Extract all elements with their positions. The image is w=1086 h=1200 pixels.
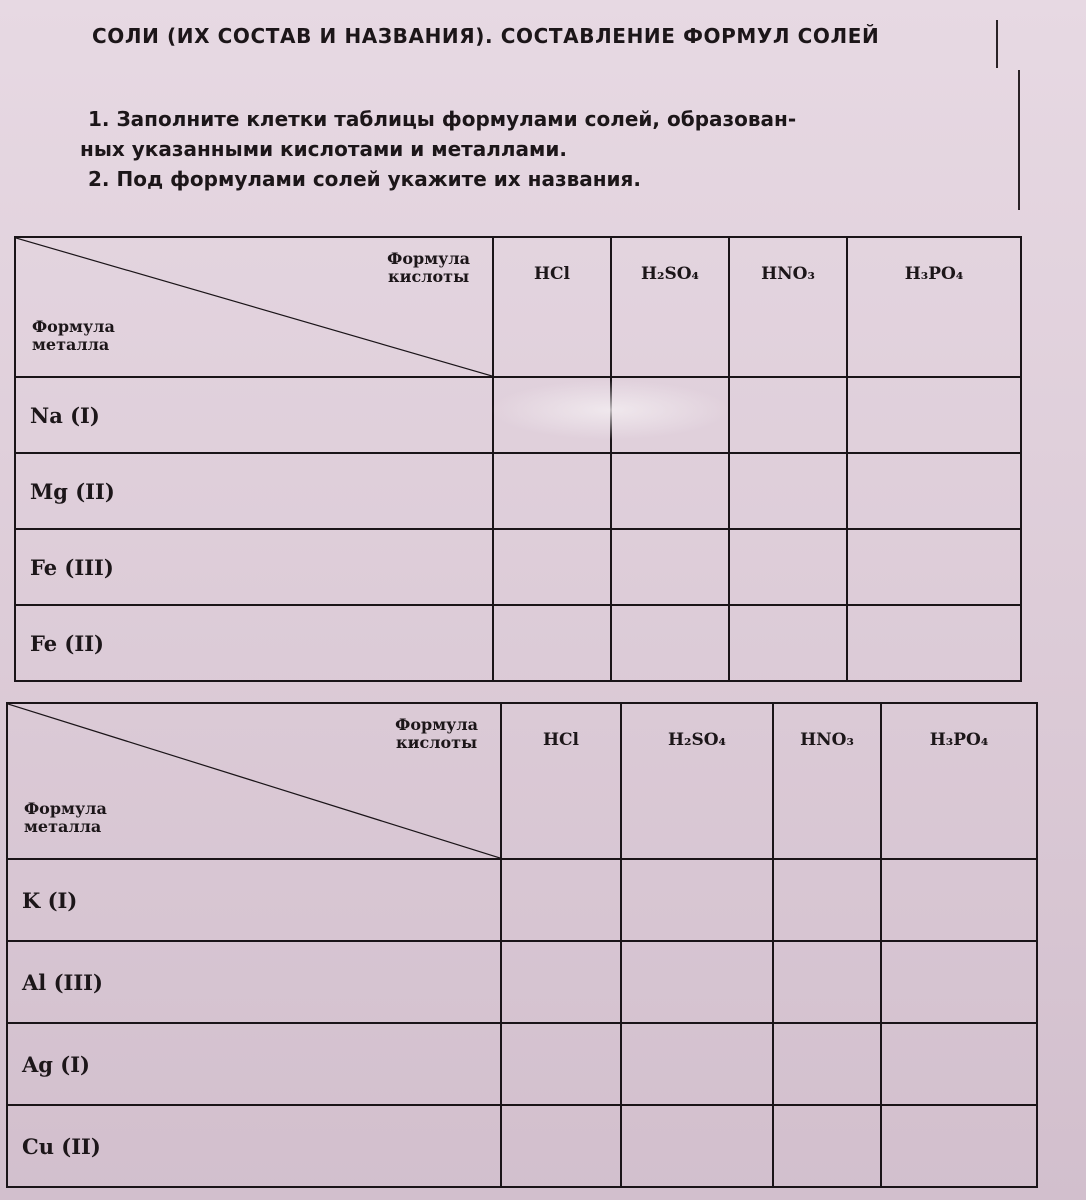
acid-formula-label <box>387 250 470 286</box>
salt-cell[interactable] <box>773 1023 881 1105</box>
instructions <box>80 104 1004 194</box>
salt-cell[interactable] <box>501 859 621 941</box>
salt-cell[interactable] <box>773 859 881 941</box>
acid-label-line-1: Формула <box>395 715 478 734</box>
instruction-1b: ных указанными кислотами и металлами. <box>80 137 568 161</box>
salt-cell[interactable] <box>881 1105 1037 1187</box>
metal-row-label: Na (I) <box>15 377 493 453</box>
acid-label-line-2: кислоты <box>388 267 470 286</box>
acid-label-line-1: Формула <box>387 249 470 268</box>
salt-cell[interactable] <box>611 453 729 529</box>
acid-label-line-2: кислоты <box>396 733 478 752</box>
metal-row-label: Cu (II) <box>7 1105 501 1187</box>
acid-header-hcl: HCl <box>493 237 611 377</box>
salt-cell[interactable] <box>493 529 611 605</box>
metal-label-line-1: Формула <box>24 799 107 818</box>
salt-cell[interactable] <box>501 1105 621 1187</box>
metal-formula-label <box>24 800 107 836</box>
salts-table-1 <box>14 236 1022 682</box>
eraser-smudge <box>490 380 730 440</box>
salt-cell[interactable] <box>773 1105 881 1187</box>
salt-cell[interactable] <box>881 1023 1037 1105</box>
metal-row-label: Al (III) <box>7 941 501 1023</box>
metal-row-label: Fe (III) <box>15 529 493 605</box>
metal-label-line-2: металла <box>32 335 110 354</box>
acid-formula-label <box>395 716 478 752</box>
metal-row-label: Mg (II) <box>15 453 493 529</box>
salt-cell[interactable] <box>729 605 847 681</box>
salt-cell[interactable] <box>501 1023 621 1105</box>
instruction-2: 2. Под формулами солей укажите их названия. <box>88 167 641 191</box>
salt-cell[interactable] <box>493 453 611 529</box>
salt-cell[interactable] <box>611 529 729 605</box>
page-title: СОЛИ (ИХ СОСТАВ И НАЗВАНИЯ). СОСТАВЛЕНИЕ ФОРМУЛ СОЛЕЙ <box>92 24 880 48</box>
salt-cell[interactable] <box>847 529 1021 605</box>
metal-row-label: K (I) <box>7 859 501 941</box>
metal-row-label: Ag (I) <box>7 1023 501 1105</box>
metal-row-label: Fe (II) <box>15 605 493 681</box>
header-diagonal-cell <box>7 703 501 859</box>
acid-header-hcl: HCl <box>501 703 621 859</box>
metal-formula-label <box>32 318 115 354</box>
acid-header-h3po4: H₃PO₄ <box>881 703 1037 859</box>
salts-table-2 <box>6 702 1038 1188</box>
salt-cell[interactable] <box>729 529 847 605</box>
salt-cell[interactable] <box>493 605 611 681</box>
salt-cell[interactable] <box>847 605 1021 681</box>
salt-cell[interactable] <box>501 941 621 1023</box>
salt-cell[interactable] <box>773 941 881 1023</box>
salt-cell[interactable] <box>847 377 1021 453</box>
salt-cell[interactable] <box>611 605 729 681</box>
salt-cell[interactable] <box>847 453 1021 529</box>
salt-cell[interactable] <box>729 453 847 529</box>
salt-cell[interactable] <box>881 941 1037 1023</box>
salt-cell[interactable] <box>621 1105 773 1187</box>
acid-header-h2so4: H₂SO₄ <box>611 237 729 377</box>
salt-cell[interactable] <box>621 1023 773 1105</box>
header-diagonal-cell <box>15 237 493 377</box>
instruction-1a: 1. Заполните клетки таблицы формулами солей, образован- <box>88 107 797 131</box>
salt-cell[interactable] <box>621 941 773 1023</box>
page-edge-line <box>996 20 998 68</box>
metal-label-line-2: металла <box>24 817 102 836</box>
acid-header-h2so4: H₂SO₄ <box>621 703 773 859</box>
metal-label-line-1: Формула <box>32 317 115 336</box>
acid-header-hno3: HNO₃ <box>773 703 881 859</box>
acid-header-hno3: HNO₃ <box>729 237 847 377</box>
page-edge-line <box>1018 70 1020 210</box>
salt-cell[interactable] <box>881 859 1037 941</box>
salt-cell[interactable] <box>729 377 847 453</box>
salt-cell[interactable] <box>621 859 773 941</box>
acid-header-h3po4: H₃PO₄ <box>847 237 1021 377</box>
